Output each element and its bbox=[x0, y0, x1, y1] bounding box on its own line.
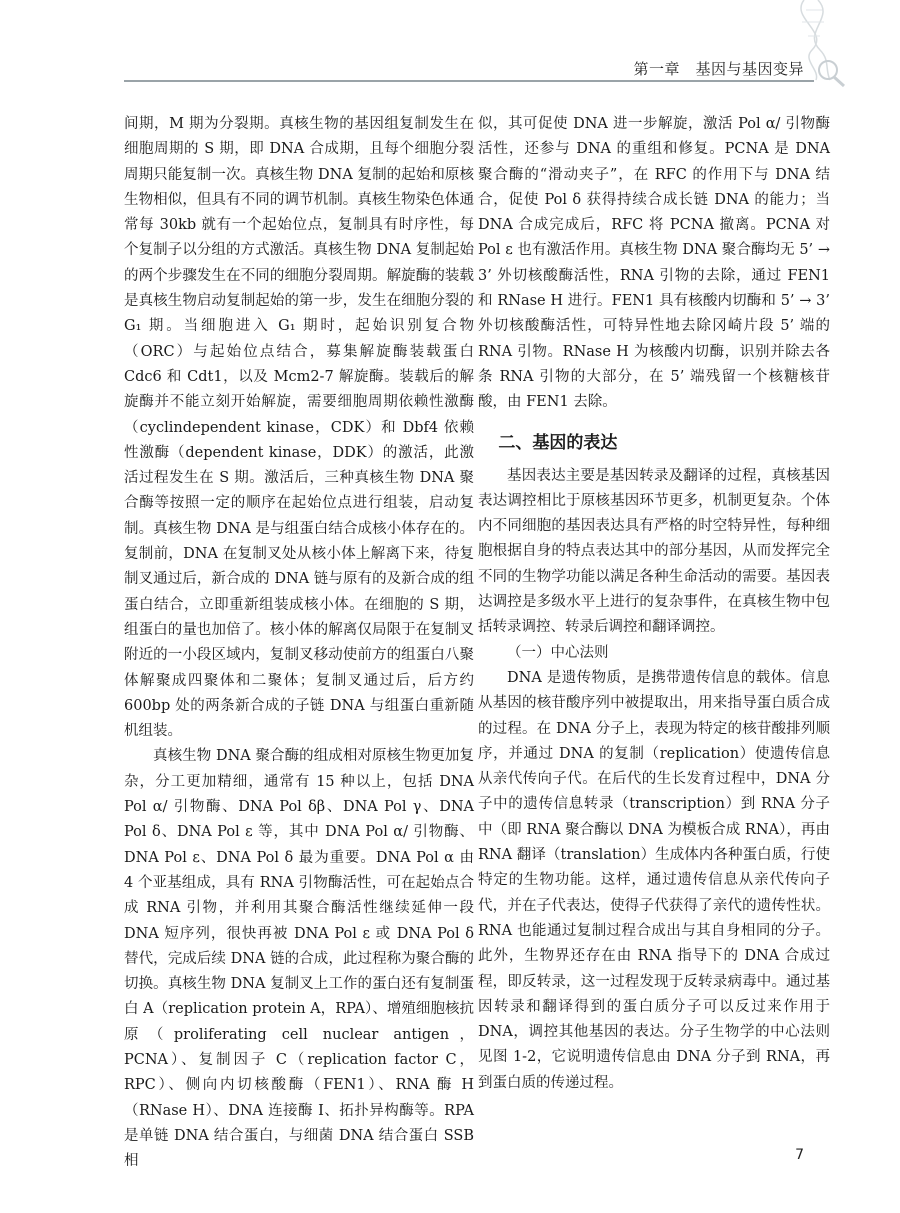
left-paragraph-1: 间期，M 期为分裂期。真核生物的基因组复制发生在细胞周期的 S 期，即 DNA 合成期，且每个细胞分裂周期只能复制一次。真核生物 DNA 复制的起始和原核生物相似，但具有不同的调节机制。真核生物染色体通常每 30kb 就有一个起始位点，复制具有时序性，每个复制子以分组的方式激活。真核生物 DNA 复制起始的两个步骤发生在不同的细胞分裂周期。解旋酶的装载是真核生物启动复制起始的第一步，发生在细胞分裂的 G₁ 期。当细胞进入 G₁ 期时，起始识别复合物（ORC）与起始位点结合，募集解旋酶装载蛋白 Cdc6 和 Cdt1，以及 Mcm2-7 解旋酶。装载后的解旋酶并不能立刻开始解旋，需要细胞周期依赖性激酶（cyclindependent kinase，CDK）和 Dbf4 依赖性激酶（dependent kinase，DDK）的激活，此激活过程发生在 S 期。激活后，三种真核生物 DNA 聚合酶等按照一定的顺序在起始位点进行组装，启动复制。真核生物 DNA 是与组蛋白结合成核小体存在的。复制前，DNA 在复制叉处从核小体上解离下来，待复制叉通过后，新合成的 DNA 链与原有的及新合成的组蛋白结合，立即重新组装成核小体。在细胞的 S 期，组蛋白的量也加倍了。核小体的解离仅局限于在复制叉附近的一小段区域内，复制叉移动使前方的组蛋白八聚体解聚成四聚体和二聚体；复制叉通过后，后方约 600bp 处的两条新合成的子链 DNA 与组蛋白重新随机组装。 bbox=[124, 116, 474, 740]
page-header bbox=[0, 0, 900, 90]
section-title: 二、基因的表达 bbox=[498, 432, 618, 453]
right-paragraph-1: 似，其可促使 DNA 进一步解旋，激活 Pol α/ 引物酶活性，还参与 DNA 的重组和修复。PCNA 是 DNA 聚合酶的“滑动夹子”，在 RFC 的作用下与 DNA 结合，促使 Pol δ 获得持续合成长链 DNA 的能力；当 DNA 合成完成后，RFC 将 PCNA 撤离。PCNA 对 Pol ε 也有激活作用。真核生物 DNA 聚合酶均无 5’ → 3’ 外切核酸酶活性，RNA 引物的去除，通过 FEN1 和 RNase H 进行。FEN1 具有核酸内切酶和 5’ → 3’ 外切核酸酶活性，可特异性地去除冈崎片段 5’ 端的 RNA 引物。RNase H 为核酸内切酶，识别并除去各条 RNA 引物的大部分，在 5’ 端残留一个核糖核苷酸，由 FEN1 去除。 bbox=[478, 116, 830, 411]
right-paragraph-3: DNA 是遗传物质，是携带遗传信息的载体。信息从基因的核苷酸序列中被提取出，用来指导蛋白质合成的过程。在 DNA 分子上，表现为特定的核苷酸排列顺序，并通过 DNA 的复制（replication）使遗传信息从亲代传向子代。在后代的生长发育过程中，DNA 分子中的遗传信息转录（transcription）到 RNA 分子中（即 RNA 聚合酶以 DNA 为模板合成 RNA），再由 RNA 翻译（translation）生成体内各种蛋白质，行使特定的生物功能。这样，通过遗传信息从亲代传向子代，并在子代表达，使得子代获得了亲代的遗传性状。RNA 也能通过复制过程合成出与其自身相同的分子。此外，生物界还存在由 RNA 指导下的 DNA 合成过程，即反转录，这一过程发现于反转录病毒中。通过基因转录和翻译得到的蛋白质分子可以反过来作用于 DNA，调控其他基因的表达。分子生物学的中心法则见图 1-2，它说明遗传信息由 DNA 分子到 RNA，再到蛋白质的传递过程。 bbox=[478, 669, 830, 1091]
left-column bbox=[124, 112, 474, 1174]
chapter-title: 第一章 基因与基因变异 bbox=[633, 60, 804, 78]
page-number: 7 bbox=[795, 1147, 804, 1163]
right-column bbox=[478, 112, 830, 1096]
right-paragraph-2: 基因表达主要是基因转录及翻译的过程，真核基因表达调控相比于原核基因环节更多，机制更复杂。个体内不同细胞的基因表达具有严格的时空特异性，每种细胞根据自身的特点表达其中的部分基因，从而发挥完全不同的生物学功能以满足各种生命活动的需要。基因表达调控是多级水平上进行的复杂事件，在真核生物中包括转录调控、转录后调控和翻译调控。 bbox=[478, 467, 830, 636]
dna-helix-magnifier-icon bbox=[790, 0, 900, 88]
header-divider bbox=[124, 80, 814, 82]
subsection-title: （一）中心法则 bbox=[507, 644, 609, 661]
left-paragraph-2: 真核生物 DNA 聚合酶的组成相对原核生物更加复杂，分工更加精细，通常有 15 种以上，包括 DNA Pol α/ 引物酶、DNA Pol δβ、DNA Pol γ、DNA Pol δ、DNA Pol ε 等，其中 DNA Pol α/ 引物酶、DNA Pol ε、DNA Pol δ 最为重要。DNA Pol α 由 4 个亚基组成，具有 RNA 引物酶活性，可在起始点合成 RNA 引物，并利用其聚合酶活性继续延伸一段 DNA 短序列，很快再被 DNA Pol ε 或 DNA Pol δ 替代，完成后续 DNA 链的合成，此过程称为聚合酶的切换。真核生物 DNA 复制叉上工作的蛋白还有复制蛋白 A（replication protein A，RPA）、增殖细胞核抗原（proliferating cell nuclear antigen，PCNA）、复制因子 C（replication factor C，RPC）、侧向内切核酸酶（FEN1）、RNA 酶 H（RNase H）、DNA 连接酶 Ⅰ、拓扑异构酶等。RPA 是单链 DNA 结合蛋白，与细菌 DNA 结合蛋白 SSB 相 bbox=[124, 748, 474, 1170]
